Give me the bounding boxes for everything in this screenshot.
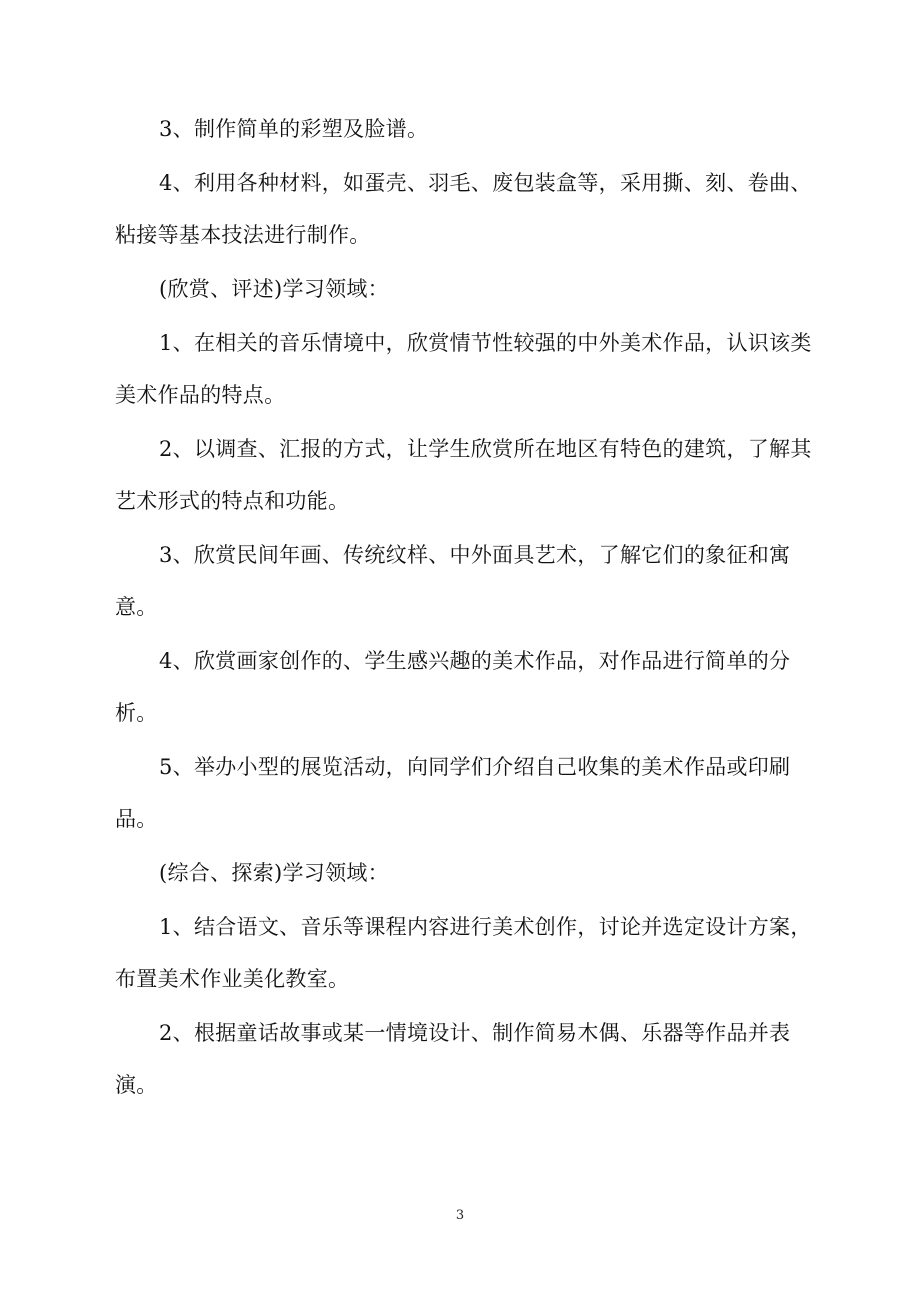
paragraph-exploration-item-2: 2、根据童话故事或某一情境设计、制作简易木偶、乐器等作品并表演。 bbox=[115, 1021, 791, 1097]
paragraph-exploration-item-1: 1、结合语文、音乐等课程内容进行美术创作，讨论并选定设计方案，布置美术作业美化教室。 bbox=[115, 915, 812, 991]
document-body bbox=[115, 103, 815, 1113]
paragraph-appreciation-item-4: 4、欣赏画家创作的、学生感兴趣的美术作品，对作品进行简单的分析。 bbox=[115, 649, 791, 725]
paragraph-appreciation-item-3: 3、欣赏民间年画、传统纹样、中外面具艺术，了解它们的象征和寓意。 bbox=[115, 543, 791, 619]
paragraph-appreciation-item-5: 5、举办小型的展览活动，向同学们介绍自己收集的美术作品或印刷品。 bbox=[115, 755, 791, 831]
section-heading-appreciation: (欣赏、评述)学习领域： bbox=[159, 277, 389, 301]
paragraph-craft-item-3: 3、制作简单的彩塑及脸谱。 bbox=[159, 117, 429, 141]
paragraph-appreciation-item-2: 2、以调查、汇报的方式，让学生欣赏所在地区有特色的建筑，了解其艺术形式的特点和功能。 bbox=[115, 437, 812, 513]
section-heading-exploration: (综合、探索)学习领域： bbox=[159, 861, 389, 885]
paragraph-craft-item-4: 4、利用各种材料，如蛋壳、羽毛、废包装盒等，采用撕、刻、卷曲、粘接等基本技法进行制作。 bbox=[115, 171, 812, 247]
page-number: 3 bbox=[455, 1208, 465, 1223]
paragraph-appreciation-item-1: 1、在相关的音乐情境中，欣赏情节性较强的中外美术作品，认识该类美术作品的特点。 bbox=[115, 331, 812, 407]
